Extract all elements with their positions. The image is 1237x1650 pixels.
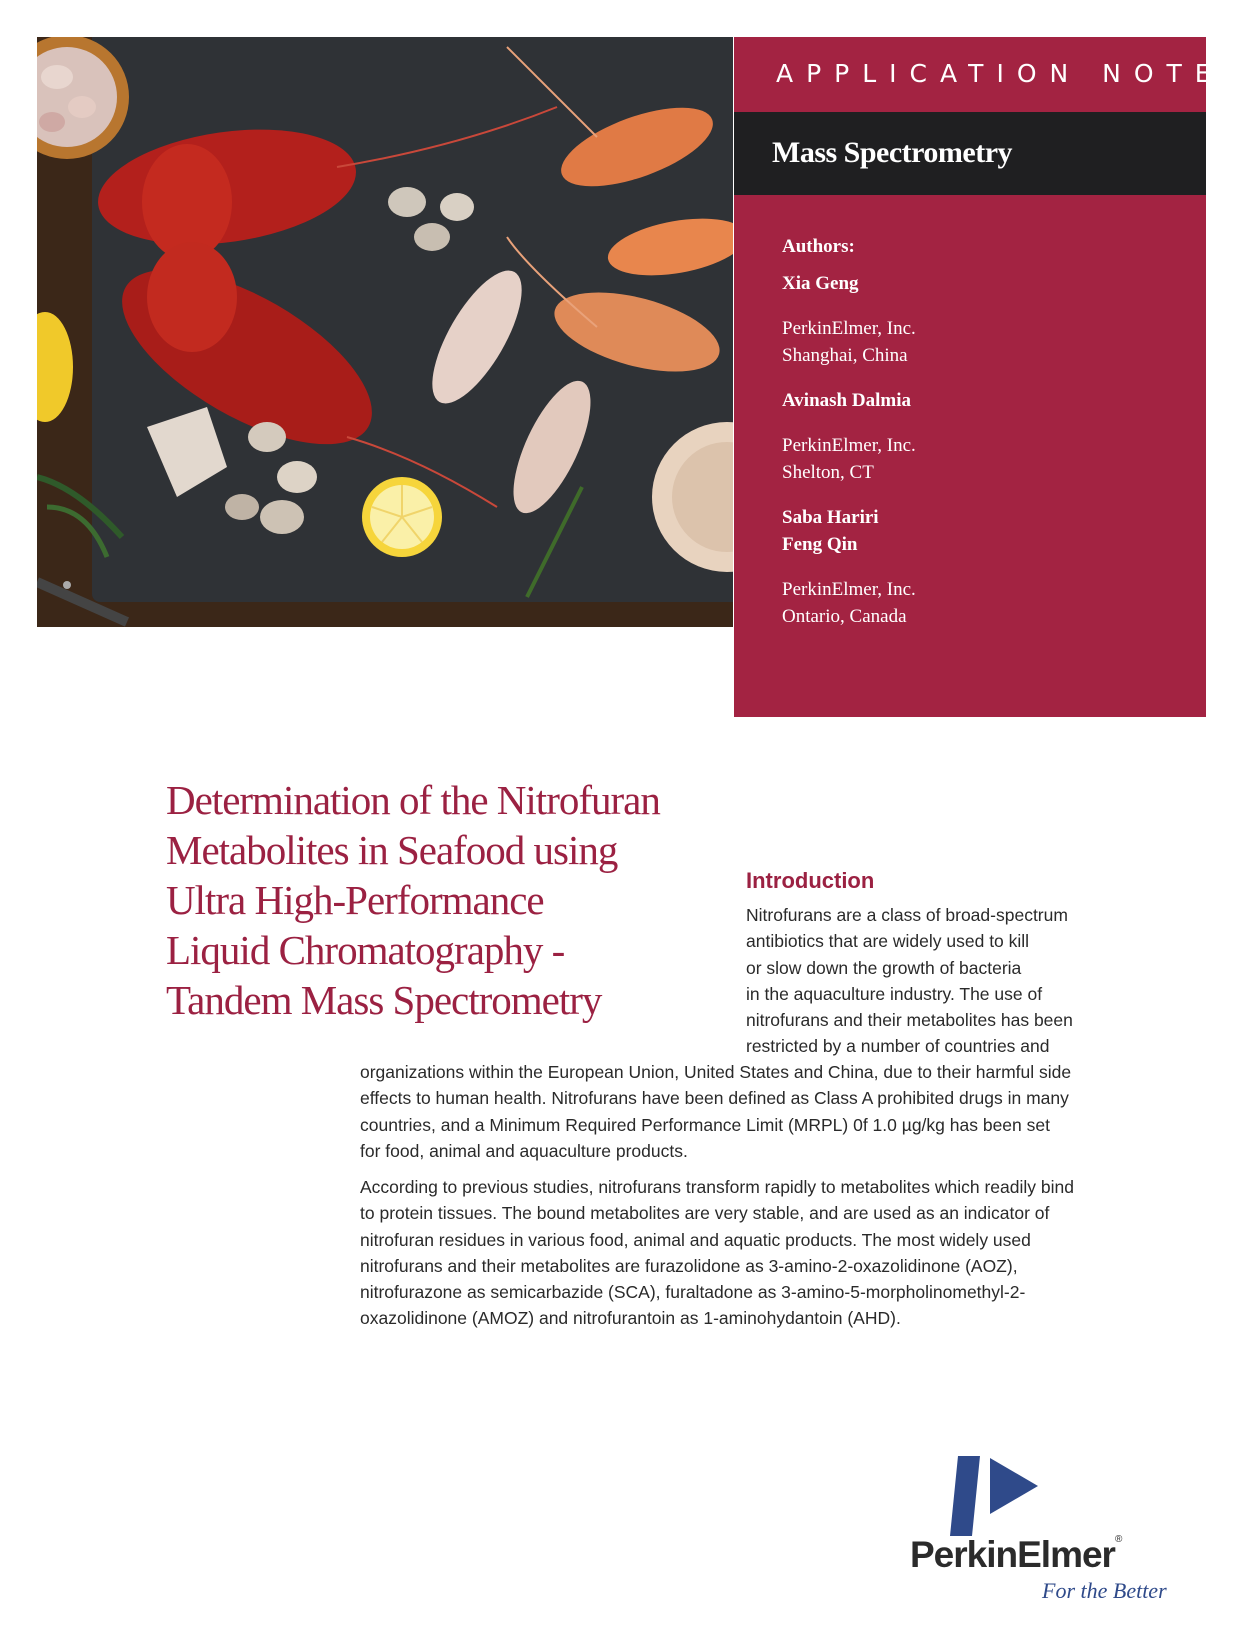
author-affiliation: PerkinElmer, Inc.	[782, 435, 916, 456]
header-panel	[734, 37, 1224, 717]
title-line: Liquid Chromatography -	[166, 927, 565, 973]
intro-line: restricted by a number of countries and	[746, 1036, 1050, 1057]
hero-seafood-photo	[37, 37, 733, 627]
authors-block	[782, 233, 1182, 630]
intro-line: or slow down the growth of bacteria	[746, 957, 1022, 978]
intro-line: in the aquaculture industry. The use of	[746, 983, 1043, 1004]
perkinelmer-logo-icon	[950, 1456, 1060, 1536]
logo-wordmark-text: PerkinElmer	[910, 1534, 1115, 1575]
title-line: Determination of the Nitrofuran	[166, 777, 660, 823]
title-line: Ultra High-Performance	[166, 877, 544, 923]
introduction-paragraph-1: organizations within the European Union, United States and China, due to their harmful side effects to human health. Nitrofurans have been defined as Class A prohibited drugs in many countries, and a Minimum Required Performance Limit (MRPL) 0f 1.0 µg/kg has been set for food, animal and aquaculture products.	[360, 1062, 1072, 1161]
introduction-lead	[746, 902, 1096, 1060]
intro-line: antibiotics that are widely used to kill	[746, 931, 1030, 952]
author-name: Xia Geng	[782, 273, 859, 294]
author-name: Feng Qin	[782, 534, 858, 555]
logo-tagline: For the Better	[1042, 1578, 1167, 1603]
author-affiliation: Shanghai, China	[782, 345, 908, 366]
introduction-heading: Introduction	[746, 868, 875, 893]
application-note-label: APPLICATION NOTE	[776, 59, 1224, 88]
document-title	[166, 775, 726, 1025]
author-affiliation: PerkinElmer, Inc.	[782, 579, 916, 600]
intro-line: Nitrofurans are a class of broad-spectrum	[746, 905, 1068, 925]
author-name: Avinash Dalmia	[782, 390, 911, 411]
title-line: Metabolites in Seafood using	[166, 827, 618, 873]
intro-line: nitrofurans and their metabolites has been	[746, 1010, 1073, 1031]
authors-heading: Authors:	[782, 236, 855, 257]
author-affiliation: PerkinElmer, Inc.	[782, 318, 916, 339]
registered-mark: ®	[1114, 1534, 1122, 1545]
author-name: Saba Hariri	[782, 507, 879, 528]
author-affiliation: Shelton, CT	[782, 462, 874, 483]
introduction-paragraph-2: According to previous studies, nitrofurans transform rapidly to metabolites which readily bind to protein tissues. The bound metabolites are very stable, and are used as an indicator of nitrofuran residues in various food, animal and aquatic products. The most widely used nitrofurans and their metabolites are furazolidone as 3-amino-2-oxazolidinone (AOZ), nitrofurazone as semicarbazide (SCA), furaltadone as 3-amino-5-morpholinomethyl-2-oxazolidinone (AMOZ) and nitrofurantoin as 1-aminohydantoin (AHD).	[360, 1177, 1074, 1329]
title-line: Tandem Mass Spectrometry	[166, 977, 602, 1023]
application-note-bar	[734, 37, 1224, 112]
logo-wordmark	[910, 1534, 1121, 1576]
category-bar	[734, 112, 1206, 195]
category-title: Mass Spectrometry	[772, 136, 1013, 169]
author-affiliation: Ontario, Canada	[782, 606, 907, 627]
